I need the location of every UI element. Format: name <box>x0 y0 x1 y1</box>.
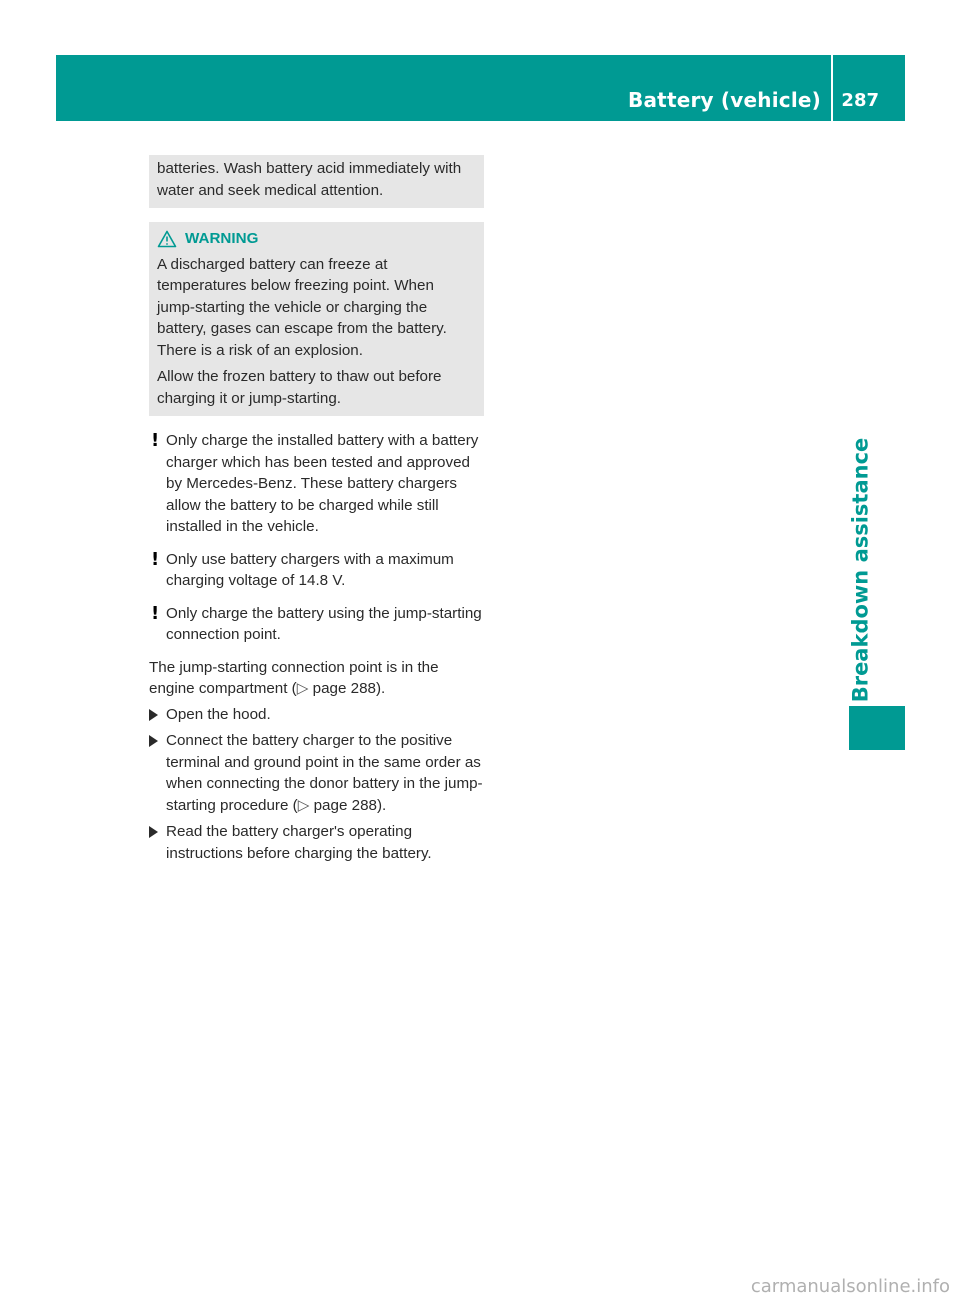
warning-triangle-icon <box>157 230 177 248</box>
section-title: Battery (vehicle) <box>628 88 821 112</box>
caution-note <box>149 603 484 646</box>
watermark[interactable]: carmanualsonline.info <box>750 1276 950 1297</box>
warning-paragraph: A discharged battery can freeze at temperatures below freezing point. When jump-starting the vehicle or charging the battery, gases can escape from the battery. There is a risk of an explosion. <box>157 255 447 359</box>
warning-label: WARNING <box>185 230 259 247</box>
step-arrow-icon <box>149 709 158 721</box>
step-text: Connect the battery charger to the positive terminal and ground point in the same order as when connecting the donor battery in the jump-starting procedure ( <box>166 732 483 814</box>
step-text: Read the battery charger's operating instructions before charging the battery. <box>166 823 432 862</box>
warning-box <box>149 222 484 416</box>
caution-note <box>149 430 484 538</box>
step-text: Open the hood. <box>166 705 271 723</box>
content-column <box>149 155 484 869</box>
caution-note-text: Only use battery chargers with a maximum charging voltage of 14.8 V. <box>166 550 454 589</box>
page-reference-arrow-icon: ▷ <box>297 796 310 814</box>
caution-exclamation-icon: ! <box>151 602 160 624</box>
caution-note-text: Only charge the installed battery with a battery charger which has been tested and approved by Mercedes-Benz. These battery chargers allow the battery to be charged while still installed in the vehicle. <box>166 432 479 535</box>
caution-note-text: Only charge the battery using the jump-starting connection point. <box>166 604 482 643</box>
warning-paragraph: Allow the frozen battery to thaw out before charging it or jump-starting. <box>157 368 442 407</box>
caution-note <box>149 549 484 592</box>
warning-header <box>157 228 476 250</box>
continued-warning-text: batteries. Wash battery acid immediately with water and seek medical attention. <box>157 160 462 199</box>
page-reference-arrow-icon: ▷ <box>296 680 309 697</box>
header-separator <box>831 55 833 121</box>
caution-exclamation-icon: ! <box>151 548 160 570</box>
side-tab <box>845 437 875 703</box>
header-bar <box>56 55 905 121</box>
step-arrow-icon <box>149 826 158 838</box>
page-reference-link[interactable]: page 288). <box>308 680 386 697</box>
page-number: 287 <box>841 90 879 111</box>
instruction-step <box>149 821 484 864</box>
intro-paragraph <box>149 657 484 700</box>
side-tab-label: Breakdown assistance <box>848 437 872 703</box>
side-tab-marker <box>849 706 905 750</box>
page-reference-link[interactable]: page 288). <box>309 796 387 814</box>
intro-text: The jump-starting connection point is in the engine compartment ( <box>149 658 439 697</box>
continued-warning-box <box>149 155 484 208</box>
caution-exclamation-icon: ! <box>151 430 160 451</box>
instruction-step <box>149 704 484 726</box>
instruction-step <box>149 730 484 816</box>
step-arrow-icon <box>149 735 158 747</box>
